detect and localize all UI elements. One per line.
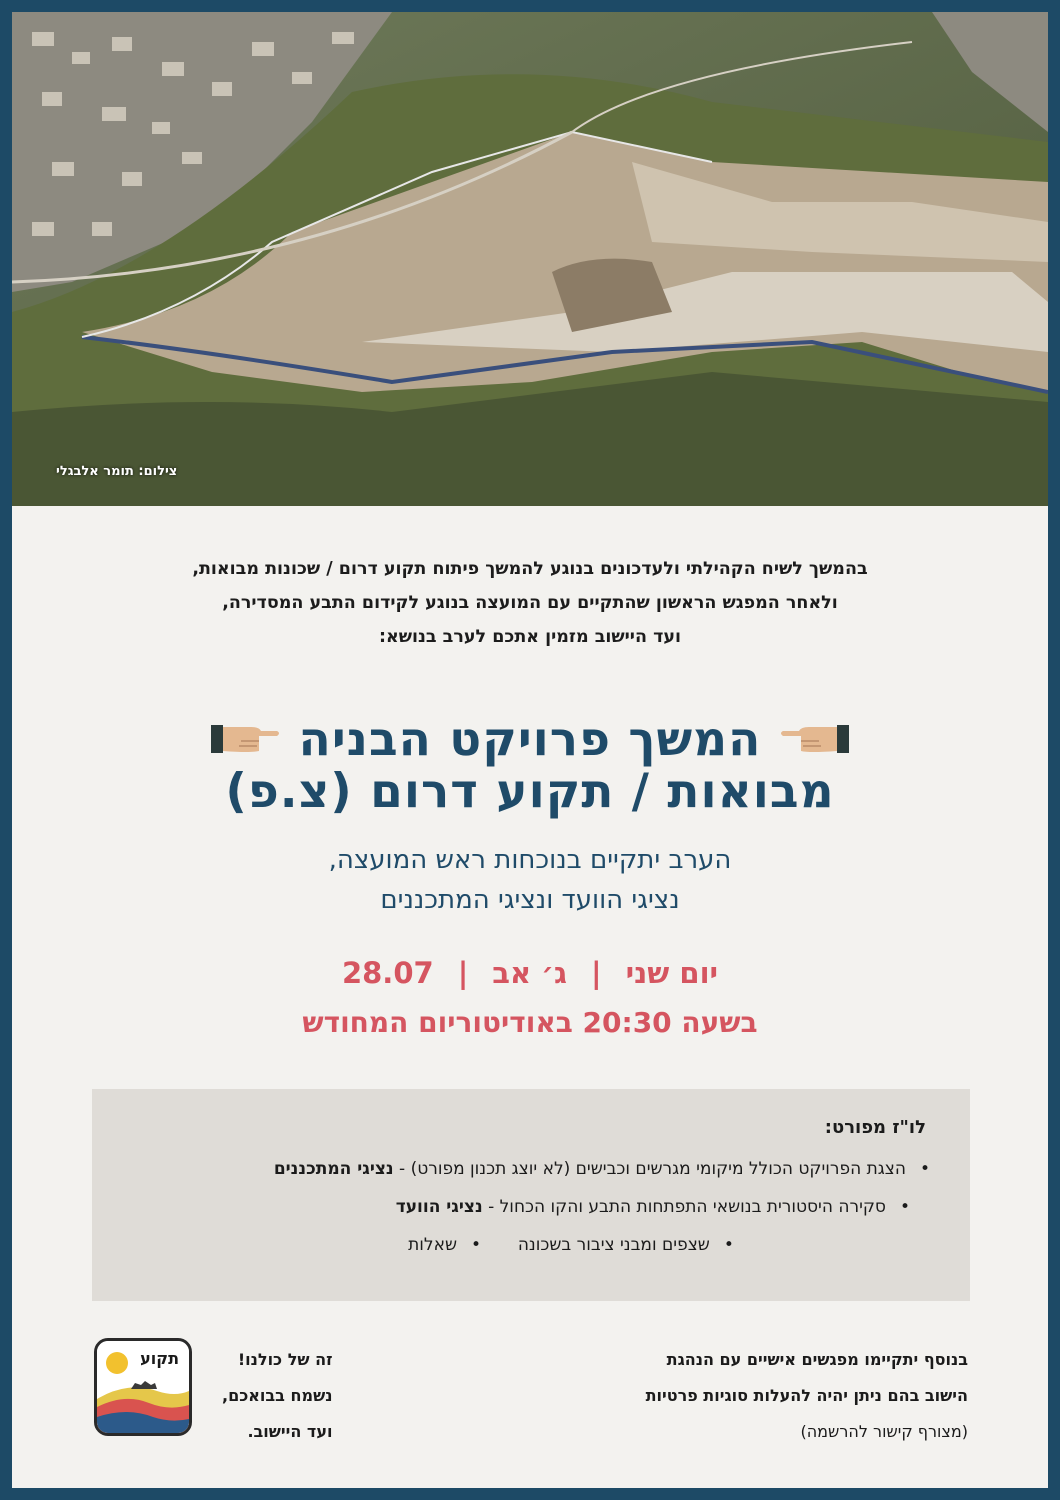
event-time-place: בשעה 20:30 באודיטוריום המחודש [302,1006,758,1039]
agenda-item-text: הצגת הפרויקט הכולל מיקומי מגרשים וכבישים (לא יוצג תכנון מפורט) - [393,1159,906,1179]
event-date-number: 28.07 [341,956,434,990]
intro-line: ועד היישוב מזמין אתכם לערב בנושא: [378,627,682,647]
agenda-title: לו"ז מפורט: [824,1117,926,1138]
separator: | [591,956,602,990]
intro-line: בהמשך לשיח הקהילתי ולעדכונים בנוגע להמשך פיתוח תקוע דרום / שכונות מבואות, [192,559,868,579]
pointing-hand-icon [779,719,851,759]
footer-line: הישוב בהם ניתן יהיה להעלות סוגיות פרטיות [645,1386,968,1405]
headline-line1: המשך פרויקט הבניה [298,711,762,767]
headline-line2: מבואות / תקוע דרום (צ.פ) [225,764,835,819]
tekoa-logo [94,1338,192,1436]
subtitle-line: הערב יתקיים בנוכחות ראש המועצה, [328,845,732,875]
bullet: • [919,1159,930,1179]
agenda-item [132,1150,930,1188]
agenda-item-text: סקירה היסטורית בנושאי התפתחות התבע והקו הכחול - [482,1197,886,1217]
agenda-box [92,1089,970,1301]
agenda-item-speaker: נציגי הוועד [395,1197,483,1217]
event-date [12,956,1048,990]
footer-line: בנוסף יתקיימו מפגשים אישיים עם הנהגת [666,1350,968,1369]
aerial-photo [12,12,1048,506]
photo-credit: צילום: תומר אלבגלי [56,464,178,479]
footer-line: ועד היישוב. [247,1422,333,1441]
separator: | [457,956,469,990]
flyer [12,12,1048,1488]
agenda-item [132,1188,930,1226]
footer-signoff [222,1342,332,1450]
intro-line: ולאחר המפגש הראשון שהתקיים עם המועצה בנוגע לקידום התבע המסדירה, [222,593,838,613]
intro-paragraph [72,552,988,654]
agenda-item-speaker: נציגי המתכננים [273,1159,394,1179]
aerial-photo-image [12,12,1048,506]
logo-text: תקוע [140,1349,179,1368]
footer-personal-meetings [528,1342,968,1450]
bullet: • [723,1235,734,1255]
subtitle [12,840,1048,920]
registration-link-note[interactable]: (מצורף קישור להרשמה) [800,1422,968,1441]
agenda-item-text: שצפים ומבני ציבור בשכונה [517,1235,710,1255]
bullet: • [470,1235,482,1255]
event-hebrew-date: ג׳ אב [492,956,568,990]
subtitle-line: נציגי הוועד ונציגי המתכננים [380,885,680,915]
footer-line: זה של כולנו! [237,1350,333,1369]
agenda-item [132,1226,930,1264]
event-day: יום שני [625,956,719,990]
pointing-hand-icon [209,719,281,759]
bullet: • [899,1197,910,1217]
agenda-item-text: שאלות [408,1235,457,1255]
footer-line: נשמח בבואכם, [222,1386,333,1405]
